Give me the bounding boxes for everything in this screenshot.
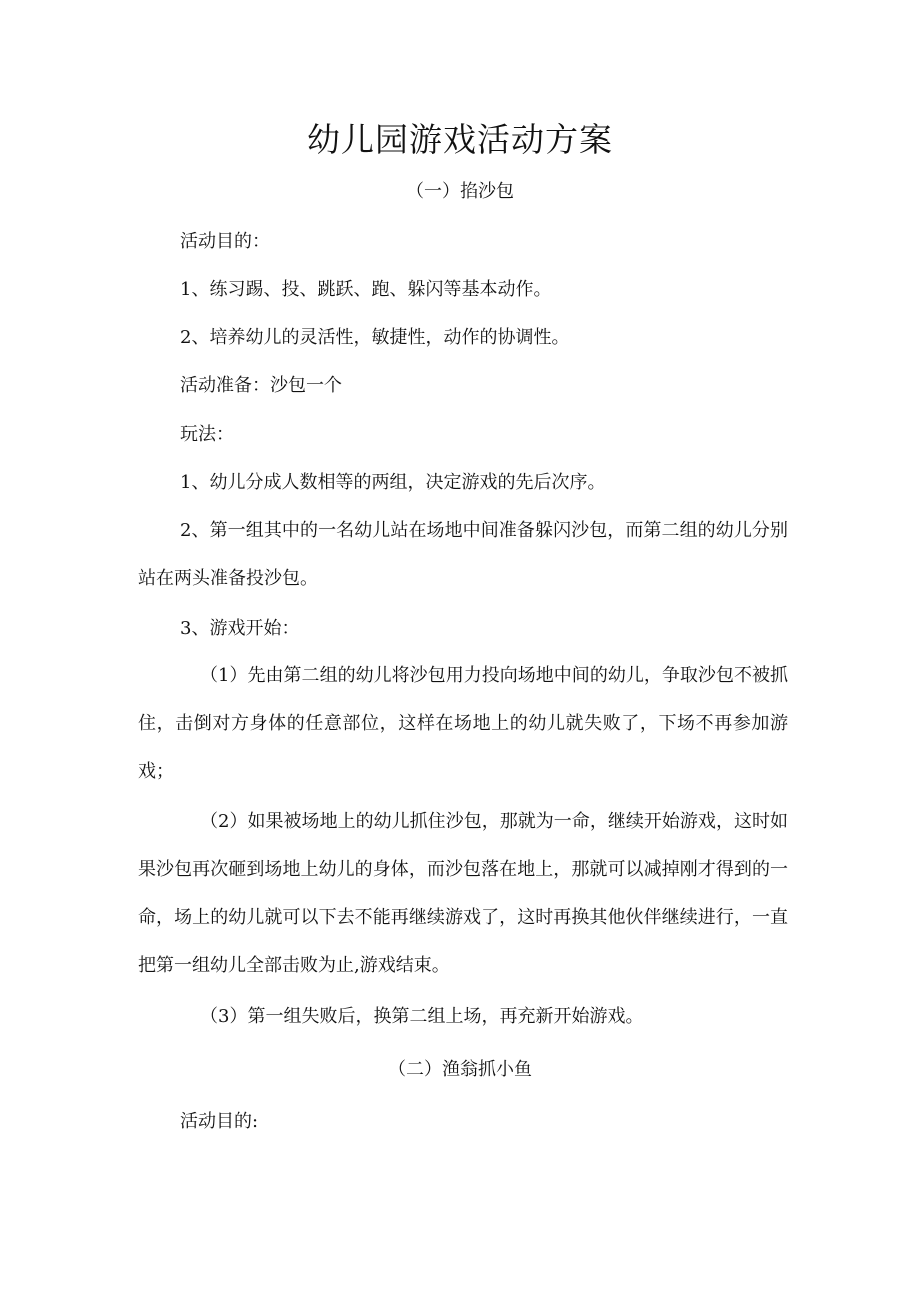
goal-item-1: 1、练习踢、投、跳跃、跑、躲闪等基本动作。 — [180, 279, 552, 300]
rule-item-2: 2、第一组其中的一名幼儿站在场地中间准备躲闪沙包，而第二组的幼儿分别站在两头准备投沙包。 — [138, 520, 788, 589]
goal-item-2: 2、培养幼儿的灵活性，敏捷性，动作的协调性。 — [180, 327, 570, 348]
goal-label-2: 活动目的: — [180, 1111, 259, 1132]
sub-rule-1: （1）先由第二组的幼儿将沙包用力投向场地中间的幼儿，争取沙包不被抓住，击倒对方身体的任意部位，这样在场地上的幼儿就失败了，下场不再参加游戏； — [138, 665, 788, 782]
rule-item-1: 1、幼儿分成人数相等的两组，决定游戏的先后次序。 — [180, 472, 606, 493]
section-heading-2: （二）渔翁抓小鱼 — [388, 1059, 532, 1080]
goal-label: 活动目的： — [180, 231, 270, 252]
sub-rule-3: （3）第一组失败后，换第二组上场，再充新开始游戏。 — [200, 1006, 644, 1027]
rule-item-3: 3、游戏开始： — [180, 618, 300, 639]
section-heading-1: （一）掐沙包 — [406, 181, 514, 202]
preparation-line: 活动准备：沙包一个 — [180, 375, 342, 396]
sub-rule-2: （2）如果被场地上的幼儿抓住沙包，那就为一命，继续开始游戏，这时如果沙包再次砸到场地上幼儿的身体，而沙包落在地上，那就可以减掉刚才得到的一命，场上的幼儿就可以下去不能再继续游戏了，这时再换其他伙伴继续进行，一直把第一组幼儿全部击败为止,游戏结束。 — [138, 811, 788, 976]
rules-label: 玩法： — [180, 424, 234, 445]
document-title: 幼儿园游戏活动方案 — [307, 120, 613, 159]
